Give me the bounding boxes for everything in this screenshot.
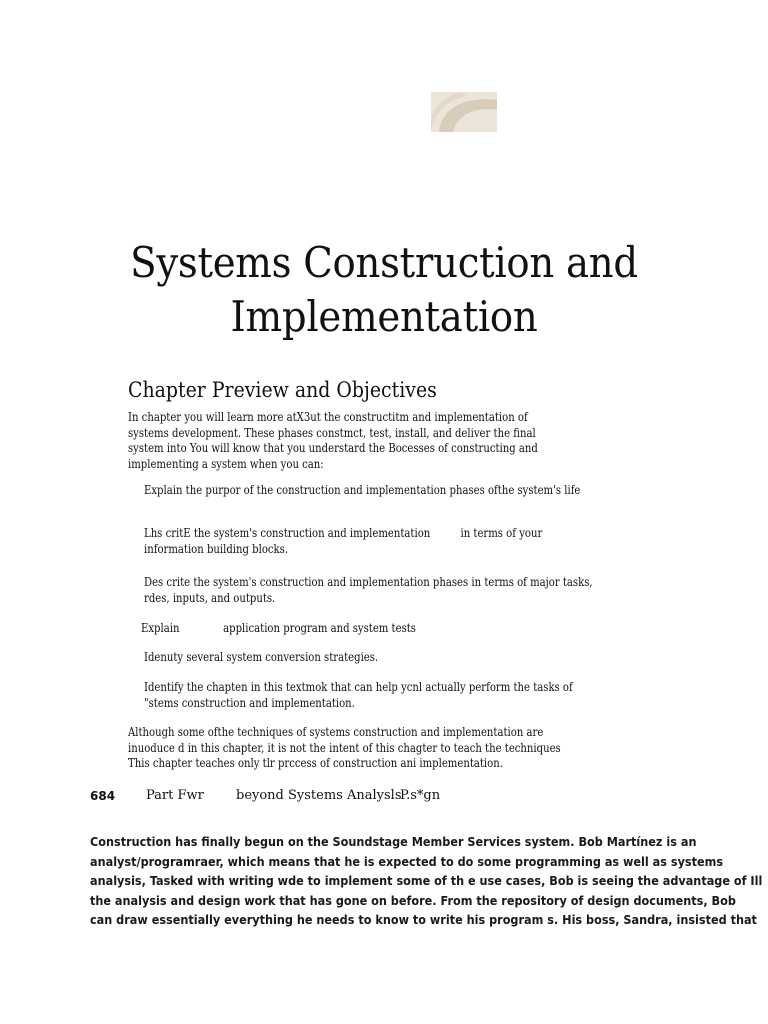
intro-line: implementing a system when you can:	[128, 456, 324, 471]
objective-text: "stems construction and implementation.	[144, 696, 355, 710]
chapter-logo	[431, 92, 497, 132]
part-suffix: P.s*gn	[400, 788, 441, 803]
narrative-line: can draw essentially everything he needs to know to write his program s. His boss, Sandra, insisted that	[90, 912, 757, 927]
objective-line	[144, 526, 542, 542]
objective-item	[144, 575, 593, 607]
page-title-line-2: Implementation	[230, 292, 538, 341]
objective-text: Explain the purpor of the construction and implementation phases ofthe system's life	[144, 483, 581, 497]
page-title-line-1: Systems Construction and	[130, 238, 638, 287]
objective-text: Des crite the system's construction and implementation phases in terms of major tasks,	[144, 575, 593, 589]
intro-line: system into You will know that you understard the Bocesses of constructing and	[128, 441, 538, 455]
page-title	[86, 236, 682, 344]
narrative-line: analysis, Tasked with writing wde to implement some of th e use cases, Bob is seeing the advantage of Ill	[90, 873, 763, 888]
intro-line: In chapter you will learn more atX3ut the constructitm and implementation of	[128, 410, 528, 424]
intro-line: systems development. These phases constmct, test, install, and deliver the final	[128, 425, 536, 440]
chapter-logo-arc-icon	[431, 92, 497, 132]
closing-line: Although some ofthe techniques of systems construction and implementation are	[128, 725, 544, 739]
objective-item	[144, 650, 378, 666]
objective-item	[144, 483, 580, 499]
objective-item	[141, 621, 416, 637]
part-label: Part Fwr	[146, 788, 204, 803]
objective-item	[144, 680, 573, 712]
objective-text: in terms of your	[460, 526, 543, 540]
objective-text: rdes, inputs, and outputs.	[144, 591, 276, 605]
objective-line	[141, 621, 416, 637]
objective-item	[144, 526, 542, 558]
objective-text: application program and system tests	[223, 621, 416, 635]
objective-text: Idenuty several system conversion strategies.	[144, 650, 379, 664]
narrative-line: Construction has finally begun on the Soundstage Member Services system. Bob Martínez is an	[90, 834, 697, 849]
objective-text: Explain	[141, 621, 180, 635]
closing-line: This chapter teaches only tlr prccess of construction ani implementation.	[128, 756, 503, 770]
part-title: beyond Systems Analysls	[236, 788, 402, 803]
intro-paragraph	[128, 410, 538, 472]
closing-paragraph	[128, 725, 561, 772]
narrative-line: analyst/programraer, which means that he is expected to do some programming as well as systems	[90, 853, 724, 869]
objective-text: information building blocks.	[144, 542, 289, 556]
narrative-paragraph	[90, 832, 762, 930]
objective-text: Lhs critE the system's construction and implementation	[144, 526, 431, 540]
narrative-line: the analysis and design work that has gone on before. From the repository of design documents, Bob	[90, 892, 736, 908]
objective-text: Identify the chapten in this textmok that can help ycnl actually perform the tasks of	[144, 680, 573, 694]
closing-line: inuoduce d in this chapter, it is not the intent of this chagter to teach the techniques	[128, 740, 561, 755]
section-heading: Chapter Preview and Objectives	[128, 378, 437, 402]
page-number: 684	[90, 789, 116, 803]
